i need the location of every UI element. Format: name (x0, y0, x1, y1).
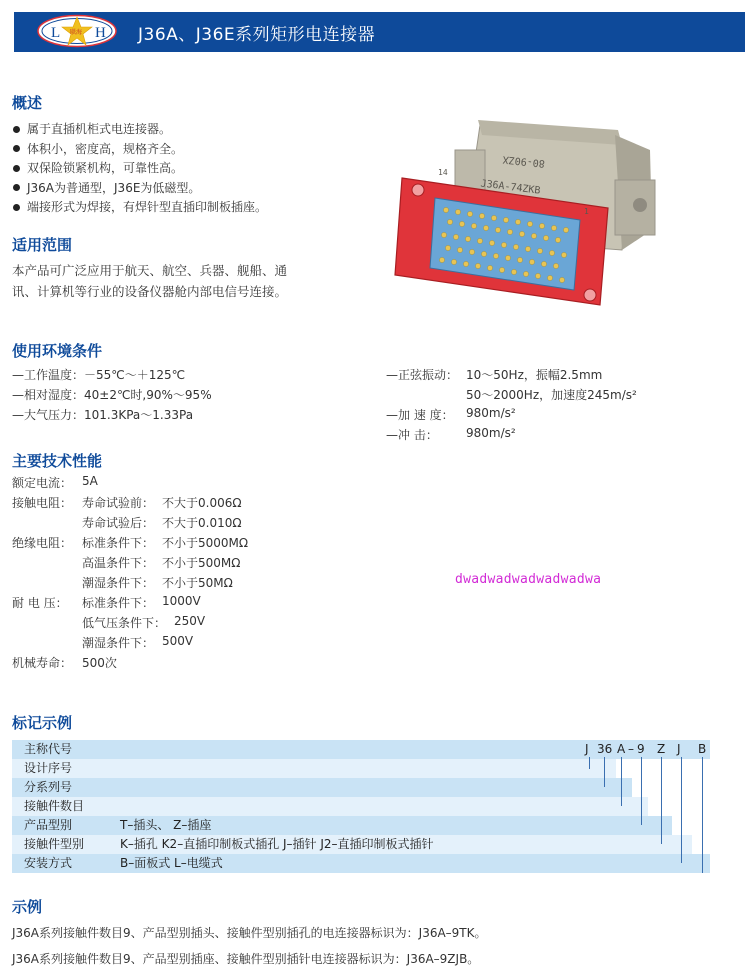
env-vibration-1: 10～50Hz，振幅2.5mm (466, 368, 603, 382)
company-logo (36, 14, 118, 48)
list-item: 双保险锁紧机构，可靠性高。 (12, 159, 267, 179)
svg-text:1: 1 (584, 207, 589, 216)
example-line: J36A系列接触件数目9、产品型别插头、接触件型别插孔的电连接器标识为：J36A–9TK。 (12, 926, 487, 940)
example-title: 示例 (12, 898, 43, 916)
example-line: J36A系列接触件数目9、产品型别插座、接触件型别插针电连接器标识为：J36A–9ZJB。 (12, 952, 480, 966)
watermark-text: dwadwadwadwadwadwa (455, 572, 602, 587)
list-item: 属于直插机柜式电连接器。 (12, 120, 267, 140)
connector-line (661, 757, 662, 844)
svg-text:L: L (51, 25, 61, 41)
connector-line (681, 757, 682, 863)
env-humidity: —相对湿度：40±2℃时,90%～95% (12, 388, 212, 402)
bullet-icon (13, 145, 20, 152)
connector-line (604, 757, 605, 787)
env-vibration-label: —正弦振动： (386, 368, 459, 382)
page-title: J36A、J36E系列矩形电连接器 (138, 25, 376, 45)
list-item: 端接形式为焊接，有焊针型直插印制板插座。 (12, 198, 267, 218)
bullet-icon (13, 204, 20, 211)
connector-line (621, 757, 622, 806)
header-bar (14, 12, 745, 52)
env-pressure: —大气压力：101.3KPa～1.33Pa (12, 408, 194, 422)
svg-text:H: H (95, 25, 106, 41)
env-temperature: —工作温度：－55℃～＋125℃ (12, 368, 186, 382)
connector-line (589, 757, 590, 769)
env-shock-label: —冲 击： (386, 428, 438, 442)
marking-row: 主称代号 (12, 740, 710, 759)
performance-title: 主要技术性能 (12, 452, 103, 470)
bullet-icon (13, 184, 20, 191)
svg-text:80-90ZX: 80-90ZX (502, 153, 546, 169)
code-letter: Z (657, 742, 666, 756)
code-letter: B (698, 742, 707, 756)
environment-title: 使用环境条件 (12, 342, 103, 360)
connector-line (702, 757, 703, 873)
marking-row: 设计序号 (12, 759, 616, 778)
code-letter: 36 (597, 742, 613, 756)
list-item: J36A为普通型，J36E为低磁型。 (12, 179, 267, 199)
marking-row: 接触件型别 K–插孔 K2–直插印制板式插孔 J–插针 J2–直插印制板式插针 (12, 835, 692, 854)
env-shock-value: 980m/s² (466, 426, 516, 440)
bullet-icon (13, 165, 20, 172)
svg-text:联海: 联海 (70, 29, 83, 36)
overview-list (12, 120, 267, 218)
marking-row: 产品型别 T–插头、 Z–插座 (12, 816, 672, 835)
marking-row: 分系列号 (12, 778, 632, 797)
connector-line (641, 757, 642, 825)
env-vibration-2: 50～2000Hz，加速度245m/s² (466, 388, 637, 402)
marking-row: 安装方式 B–面板式 L–电缆式 (12, 854, 710, 873)
overview-title: 概述 (12, 94, 43, 112)
connector-product-image (360, 90, 680, 340)
code-letter: – (628, 742, 634, 756)
env-acceleration-label: —加 速 度： (386, 408, 454, 422)
code-letter: J (585, 742, 589, 756)
code-letter: 9 (637, 742, 645, 756)
code-letter: J (677, 742, 681, 756)
svg-text:J36A-74ZKB: J36A-74ZKB (479, 178, 541, 197)
scope-text: 本产品可广泛应用于航天、航空、兵器、舰船、通讯、计算机等行业的设备仪器舱内部电信号连接。 (12, 263, 288, 299)
marking-title: 标记示例 (12, 714, 73, 732)
code-letter: A (617, 742, 626, 756)
list-item: 体积小，密度高，规格齐全。 (12, 140, 267, 160)
env-acceleration-value: 980m/s² (466, 406, 516, 420)
bullet-icon (13, 126, 20, 133)
marking-row: 接触件数目 (12, 797, 648, 816)
svg-text:14: 14 (438, 168, 448, 177)
scope-title: 适用范围 (12, 236, 73, 254)
